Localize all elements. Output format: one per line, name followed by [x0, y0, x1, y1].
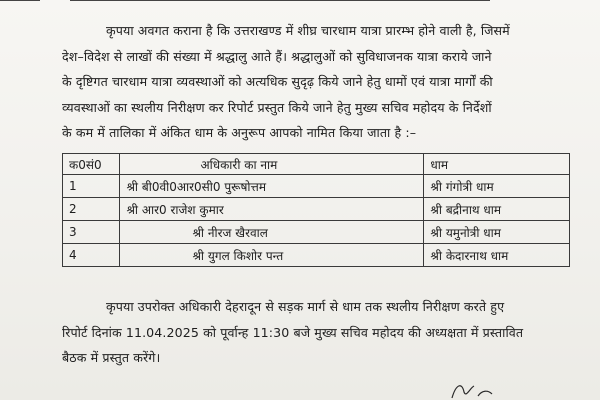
serial-number: 2 [63, 198, 120, 221]
table-row [63, 221, 570, 244]
table-row [63, 175, 570, 198]
instruction-paragraph [62, 294, 582, 371]
dham-name: श्री गंगोत्री धाम [424, 175, 570, 198]
officer-name: श्री आर0 राजेश कुमार [120, 198, 424, 221]
instruction-line: बैठक में प्रस्तुत करेंगे। [62, 350, 161, 365]
officer-name: श्री युगल किशोर पन्त [120, 244, 424, 267]
serial-number: 4 [63, 244, 120, 267]
signature-mark [448, 378, 508, 400]
officer-name: श्री बी0वी0आर0सी0 पुरूषोत्तम [120, 175, 424, 198]
dham-name: श्री यमुनोत्री धाम [424, 221, 570, 244]
intro-line: देश–विदेश से लाखों की संख्या में श्रद्धालु आते हैं। श्रद्धालुओं को सुविधाजनक यात्रा कराये जाने [62, 48, 492, 64]
dham-name: श्री केदारनाथ धाम [424, 244, 570, 267]
header-serial-number: क0सं0 [63, 154, 120, 175]
table-row [63, 244, 570, 267]
instruction-line: रिपोर्ट दिनांक 11.04.2025 को पूर्वान्ह 11:30 बजे मुख्य सचिव महोदय की अध्यक्षता में प्रस्तावित [62, 324, 524, 340]
header-rule [0, 0, 600, 1]
intro-line: के कम में तालिका में अंकित धाम के अनुरूप आपको नामित किया जाता है :– [62, 125, 417, 140]
dham-name: श्री बद्रीनाथ धाम [424, 198, 570, 221]
serial-number: 1 [63, 175, 120, 198]
serial-number: 3 [63, 221, 120, 244]
officer-assignment-table [62, 153, 570, 267]
intro-line: कृपया अवगत कराना है कि उत्तराखण्ड में शीघ्र चारधाम यात्रा प्रारम्भ होने वाली है, जिसमें [106, 23, 510, 38]
table-header-row [63, 154, 570, 175]
header-dham: धाम [424, 154, 570, 175]
officer-name: श्री नीरज खैरवाल [120, 221, 424, 244]
header-officer-name: अधिकारी का नाम [120, 154, 424, 175]
table-row [63, 198, 570, 221]
instruction-line: कृपया उपरोक्त अधिकारी देहरादून से सड़क मार्ग से धाम तक स्थलीय निरीक्षण करते हुए [106, 299, 505, 314]
intro-line: व्यवस्थाओं का स्थलीय निरीक्षण कर रिपोर्ट प्रस्तुत किये जाने हेतु मुख्य सचिव महोदय के निर्देशों [62, 99, 492, 115]
intro-line: के दृष्टिगत चारधाम यात्रा व्यवस्थाओं को अत्यधिक सुदृढ़ किये जाने हेतु धामों एवं यात्रा मार्गों की [62, 74, 493, 89]
intro-paragraph [62, 18, 582, 146]
